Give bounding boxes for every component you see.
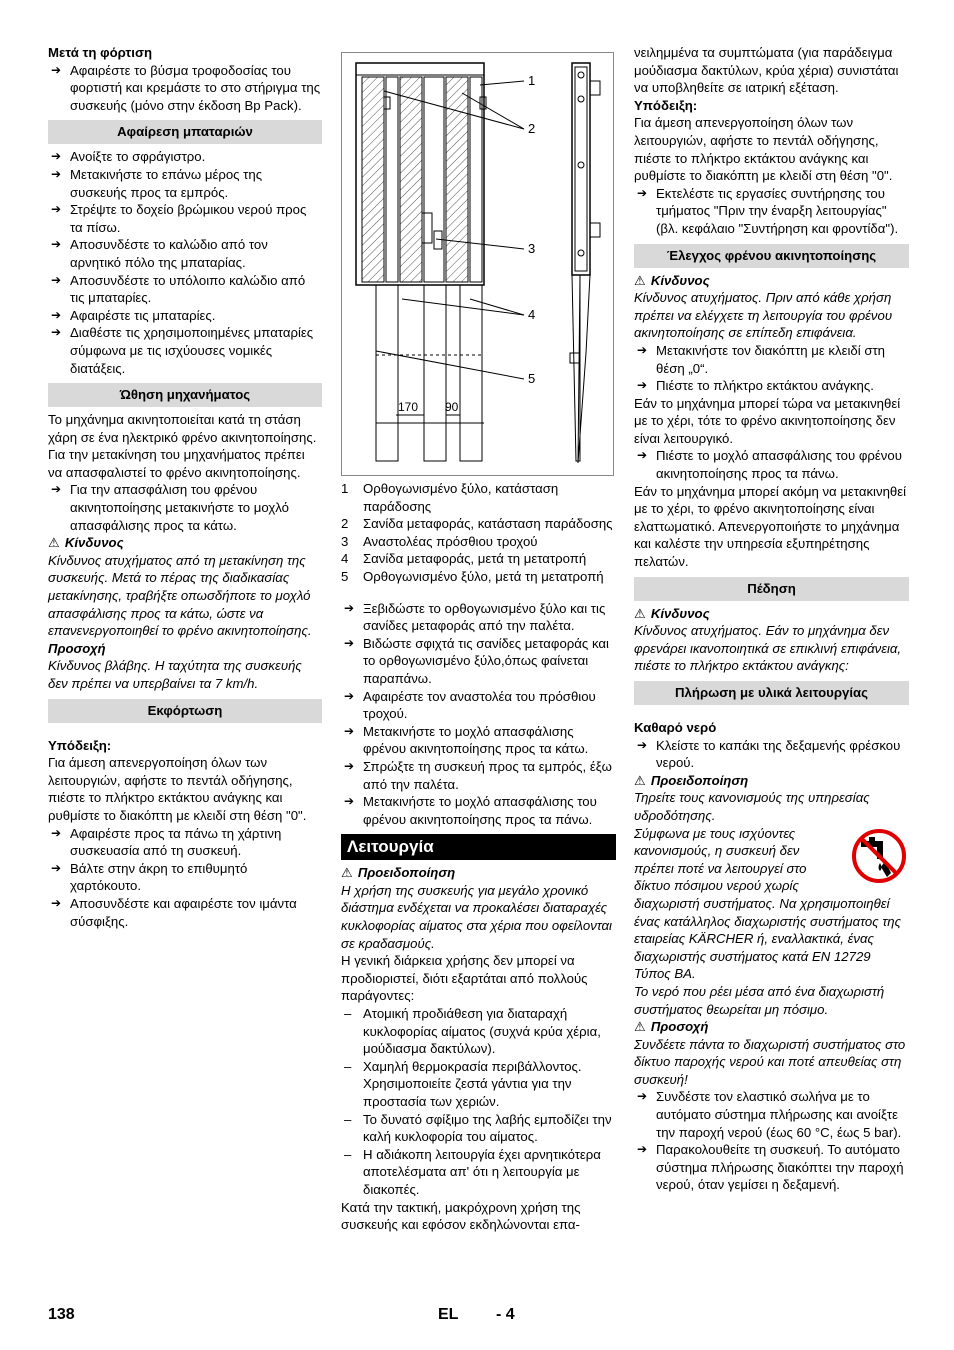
step: ➔ Διαθέστε τις χρησιμοποιημένες μπαταρίες σύμφωνα με τις ισχύουσες νομικές διατάξεις.	[51, 325, 314, 376]
factor-item: – Ατομική προδιάθεση για διαταραχή κυκλοφορίας αίματος (συχνά κρύα χέρια, μούδιασμα δακτύλων).	[344, 1006, 601, 1057]
section-heading-filling: Πλήρωση με υλικά λειτουργίας	[634, 681, 909, 705]
extended-board-1	[376, 285, 398, 461]
arrow-right-icon: ➔	[637, 448, 648, 463]
step: ➔ Στρέψτε το δοχείο βρώμικου νερού προς τα πίσω.	[51, 202, 307, 235]
factor-item: – Το δυνατό σφίξιμο της λαβής εμποδίζει την καλή κυκλοφορία του αίματος.	[344, 1111, 612, 1145]
arrow-right-icon: ➔	[51, 825, 62, 840]
duration-text: Η γενική διάρκεια χρήσης δεν μπορεί να προδιοριστεί, διότι εξαρτάται από πολλούς παράγοντες:	[341, 953, 588, 1004]
step: ➔ Μετακινήστε το μοχλό απασφάλισης του φρένου ακινητοποίησης προς τα πάνω.	[344, 794, 597, 827]
arrow-right-icon: ➔	[51, 237, 62, 252]
arrow-right-icon: ➔	[344, 600, 355, 615]
pallet-diagram	[341, 52, 614, 476]
push-text: Το μηχάνημα ακινητοποιείται κατά τη στάση χάρη σε ένα ηλεκτρικό φρένο ακινητοποίησης. Για την μετακίνηση του μηχανήματος πρέπει να απασφαλιστεί το φρένο ακινητοποίησης.	[48, 412, 317, 480]
danger-text: Κίνδυνος ατυχήματος από τη μετακίνηση της συσκευής. Μετά το πέρας της διαδικασίας μετακίνησης, τραβήξτε οπωσδήποτε το μοχλό απασφάλισης προς τα κάτω, ώστε να επανενεργοποιηθεί το φρένο ακινητοποίησης.	[48, 552, 312, 639]
arrow-right-icon: ➔	[344, 688, 355, 703]
step: ➔ Ανοίξτε το σφράγιστρο.	[51, 149, 206, 165]
pallet-diagram-svg	[342, 53, 613, 475]
step: ➔ Παρακολουθείτε τη συσκευή. Το αυτόματο σύστημα πλήρωσης διακόπτει την παροχή νερού, όταν γεμίσει η δεξαμενή.	[637, 1142, 904, 1193]
step: ➔ Για την απασφάλιση του φρένου ακινητοποίησης μετακινήστε το μοχλό απασφάλισης προς τα κάτω.	[51, 482, 289, 533]
legend-item: 1 Ορθογωνισμένο ξύλο, κατάσταση παράδοσης	[341, 481, 559, 514]
step: ➔ Αφαιρέστε το βύσμα τροφοδοσίας του φορτιστή και κρεμάστε το στο στήριγμα της συσκευής (μόνο στην έκδοση Bp Pack).	[51, 62, 321, 113]
warning-triangle-icon: ⚠	[634, 605, 646, 621]
warning-text-2: Σύμφωνα με τους ισχύοντες κανονισμούς, η συσκευή δεν πρέπει ποτέ να λειτουργεί στο δίκτυο πόσιμου νερού χωρίς διαχωριστή συστήματος. Να χρησιμοποιηθεί ένας κατάλληλος διαχωριστής συστήματος της εταιρείας KÄRCHER ή, εναλλακτικά, ένας διαχωριστής συστήματος κατά EN 12729 Τύπος BA.	[634, 825, 901, 982]
arrow-right-icon: ➔	[344, 723, 355, 738]
step: ➔ Συνδέστε τον ελαστικό σωλήνα με το αυτόματο σύστημα πλήρωσης και ανοίξτε την παροχή νερού (έως 60 °C, έως 5 bar).	[637, 1089, 902, 1140]
arrow-right-icon: ➔	[637, 342, 648, 357]
warning-title: ⚠ Προειδοποίηση	[634, 772, 749, 788]
callout-3: 3	[528, 241, 536, 256]
step: ➔ Βιδώστε σφιχτά τις σανίδες μεταφοράς και το ορθογωνισμένο ξύλο,όπως φαίνεται παραπάνω.	[344, 635, 609, 686]
caution-title: Προσοχή	[48, 640, 106, 656]
step: ➔ Πιέστε το μοχλό απασφάλισης του φρένου ακινητοποίησης προς τα πάνω.	[637, 448, 902, 482]
step: ➔ Ξεβιδώστε το ορθογωνισμένο ξύλο και τις σανίδες μεταφοράς από την παλέτα.	[344, 600, 606, 634]
caution-text: Κίνδυνος βλάβης. Η ταχύτητα της συσκευής δεν πρέπει να υπερβαίνει τα 7 km/h.	[48, 658, 302, 691]
arrow-right-icon: ➔	[51, 860, 62, 875]
step: ➔ Αφαιρέστε τον αναστολέα του πρόσθιου τροχού.	[344, 688, 596, 722]
warning-text-1: Τηρείτε τους κανονισμούς της υπηρεσίας υδροδότησης.	[634, 790, 870, 823]
arrow-right-icon: ➔	[637, 185, 648, 200]
arrow-right-icon: ➔	[51, 272, 62, 287]
arrow-right-icon: ➔	[637, 378, 648, 393]
legend-item: 2 Σανίδα μεταφοράς, κατάσταση παράδοσης	[341, 516, 613, 532]
step: ➔ Αφαιρέστε προς τα πάνω τη χάρτινη συσκευασία από τη συσκευή.	[51, 825, 282, 859]
danger-title: ⚠ Κίνδυνος	[48, 535, 124, 551]
callout-4: 4	[528, 307, 536, 322]
step: ➔ Αποσυνδέστε το καλώδιο από τον αρνητικό πόλο της μπαταρίας.	[51, 237, 268, 270]
note-label: Υπόδειξη:	[634, 97, 698, 113]
arrow-right-icon: ➔	[344, 794, 355, 809]
arrow-right-icon: ➔	[51, 202, 62, 217]
step: ➔ Αφαιρέστε τις μπαταρίες.	[51, 307, 216, 323]
callout-1: 1	[528, 73, 536, 88]
caution-title: ⚠ Προσοχή	[634, 1019, 709, 1035]
factor-item: – Η αδιάκοπη λειτουργία έχει αρνητικότερα αποτελέσματα απ' ότι η λειτουργία με διακοπές.	[344, 1146, 601, 1197]
board-mid	[400, 77, 422, 282]
legend-item: 3 Αναστολέας πρόσθιου τροχού	[341, 533, 538, 549]
warning-triangle-icon: ⚠	[634, 772, 646, 788]
page-number: 138	[48, 1306, 75, 1323]
arrow-right-icon: ➔	[51, 62, 62, 77]
arrow-right-icon: ➔	[51, 166, 62, 181]
continued-text: νειλημμένα τα συμπτώματα (για παράδειγμα μούδιασμα δακτύλων, κρύα χέρια) συνιστάται να υποβληθείτε σε ιατρική εξέταση.	[634, 45, 899, 96]
column-1	[48, 44, 322, 930]
legend-item: 5 Ορθογωνισμένο ξύλο, μετά τη μετατροπή	[341, 568, 604, 584]
warning-text-3: Το νερό που ρέει μέσα από ένα διαχωριστή συστήματος θεωρείται μη πόσιμο.	[634, 983, 885, 1017]
brake-text-b: Εάν το μηχάνημα μπορεί ακόμη να μετακινηθεί με το χέρι, το φρένο ακινητοποίησης είναι ελαττωματικό. Απενεργοποιήστε το μηχάνημα και καλέστε την υπηρεσία εξυπηρέτησης πελατών.	[634, 483, 907, 570]
warning-triangle-icon: ⚠	[341, 865, 353, 881]
extended-board-2	[424, 285, 446, 461]
step: ➔ Βάλτε στην άκρη το επιθυμητό χαρτόκουτο.	[51, 860, 248, 894]
extended-board-3	[460, 285, 482, 461]
note-label: Υπόδειξη:	[48, 737, 112, 753]
braking-danger-text: Κίνδυνος ατυχήματος. Εάν το μηχάνημα δεν φρενάρει ικανοποιητικά σε επικλινή επιφάνεια, πιέστε το πλήκτρο εκτάκτου ανάγκης:	[634, 623, 902, 674]
dimension-90: 90	[445, 400, 459, 414]
warning-triangle-icon: ⚠	[634, 1019, 646, 1035]
arrow-right-icon: ➔	[51, 325, 62, 340]
callout-5: 5	[528, 371, 536, 386]
board-right	[446, 77, 468, 282]
section-heading-push-machine: Ώθηση μηχανήματος	[48, 383, 322, 407]
step: ➔ Μετακινήστε το επάνω μέρος της συσκευής προς τα εμπρός.	[51, 166, 263, 200]
closing-text: Κατά την τακτική, μακρόχρονη χρήση της συσκευής και εφόσον εκδηλώνονται επα-	[341, 1199, 581, 1233]
danger-title: ⚠ Κίνδυνος	[634, 272, 710, 288]
section-heading-unloading: Εκφόρτωση	[48, 699, 322, 723]
language-code: EL	[438, 1306, 459, 1323]
warning-triangle-icon: ⚠	[634, 272, 646, 288]
column-3	[634, 44, 909, 1194]
arrow-right-icon: ➔	[637, 1142, 648, 1157]
step: ➔ Μετακινήστε τον διακόπτη με κλειδί στη θέση „0“.	[637, 342, 886, 376]
section-heading-battery-removal: Αφαίρεση μπαταριών	[48, 120, 322, 144]
warning-block-with-symbol	[634, 825, 909, 983]
arrow-right-icon: ➔	[51, 482, 62, 497]
arrow-right-icon: ➔	[51, 149, 62, 164]
arrow-right-icon: ➔	[637, 1089, 648, 1104]
section-heading-braking: Πέδηση	[634, 577, 909, 601]
arrow-right-icon: ➔	[344, 635, 355, 650]
note-text: Για άμεση απενεργοποίηση όλων των λειτουργιών, αφήστε το πεντάλ οδήγησης, πιέστε το πλήκτρο εκτάκτου ανάγκης και ρυθμίστε το διακόπτη με κλειδί στη θέση "0".	[634, 115, 893, 184]
no-drinking-water-icon	[839, 827, 909, 885]
arrow-right-icon: ➔	[51, 307, 62, 322]
arrow-right-icon: ➔	[344, 758, 355, 773]
step: ➔ Εκτελέστε τις εργασίες συντήρησης του τμήματος "Πριν την έναρξη λειτουργίας" (βλ. κεφάλαιο "Συντήρηση και φροντίδα").	[637, 185, 899, 236]
callout-2: 2	[528, 121, 536, 136]
chapter-heading-operation: Λειτουργία	[341, 834, 616, 860]
section-number: - 4	[496, 1306, 515, 1323]
board-left	[362, 77, 384, 282]
note-text: Για άμεση απενεργοποίηση όλων των λειτουργιών, αφήστε το πεντάλ οδήγησης, πιέστε το πλήκτρο εκτάκτου ανάγκης και ρυθμίστε το διακόπτη με κλειδί στη θέση "0".	[48, 755, 307, 823]
arrow-right-icon: ➔	[51, 895, 62, 910]
arrow-right-icon: ➔	[637, 737, 648, 752]
section-heading-brake-check: Έλεγχος φρένου ακινητοποίησης	[634, 244, 909, 268]
brake-text-a: Εάν το μηχάνημα μπορεί τώρα να μετακινηθεί με το χέρι, τότε το φρένο ακινητοποίησης δεν είναι λειτουργικό.	[634, 395, 901, 446]
step: ➔ Μετακινήστε το μοχλό απασφάλισης φρένου ακινητοποίησης προς τα κάτω.	[344, 723, 589, 757]
step: ➔ Κλείστε το καπάκι της δεξαμενής φρέσκου νερού.	[637, 737, 901, 771]
danger-title: ⚠ Κίνδυνος	[634, 605, 710, 621]
warning-text: Η χρήση της συσκευής για μεγάλο χρονικό διάστημα ενδέχεται να προκαλέσει διαταραχές κυκλοφορίας αίματος στα χέρια που οφείλονται σε κραδασμούς.	[341, 882, 612, 951]
column-2	[341, 44, 616, 1234]
clean-water-label: Καθαρό νερό	[634, 720, 717, 735]
step: ➔ Αποσυνδέστε και αφαιρέστε τον ιμάντα σύσφιξης.	[51, 895, 297, 929]
step: ➔ Αποσυνδέστε το υπόλοιπο καλώδιο από τις μπαταρίες.	[51, 272, 306, 306]
warning-title: ⚠ Προειδοποίηση	[341, 865, 456, 881]
factor-item: – Χαμηλή θερμοκρασία περιβάλλοντος. Χρησιμοποιείτε ζεστά γάντια για την προστασία των χεριών.	[344, 1058, 582, 1109]
after-charge-title: Μετά τη φόρτιση	[48, 45, 153, 60]
caution-text: Συνδέετε πάντα το διαχωριστή συστήματος στο δίκτυο παροχής νερού και ποτέ απευθείας στη συσκευή!	[634, 1036, 906, 1087]
step: ➔ Σπρώξτε τη συσκευή προς τα εμπρός, έξω από την παλέτα.	[344, 758, 612, 792]
dimension-170: 170	[398, 400, 419, 414]
legend-item: 4 Σανίδα μεταφοράς, μετά τη μετατροπή	[341, 551, 587, 567]
danger-text: Κίνδυνος ατυχήματος. Πριν από κάθε χρήση πρέπει να ελέγχετε τη λειτουργία του φρένου ακινητοποίησης σε επίπεδη επιφάνεια.	[634, 290, 893, 341]
step: ➔ Πιέστε το πλήκτρο εκτάκτου ανάγκης.	[637, 378, 874, 394]
warning-triangle-icon: ⚠	[48, 535, 60, 551]
